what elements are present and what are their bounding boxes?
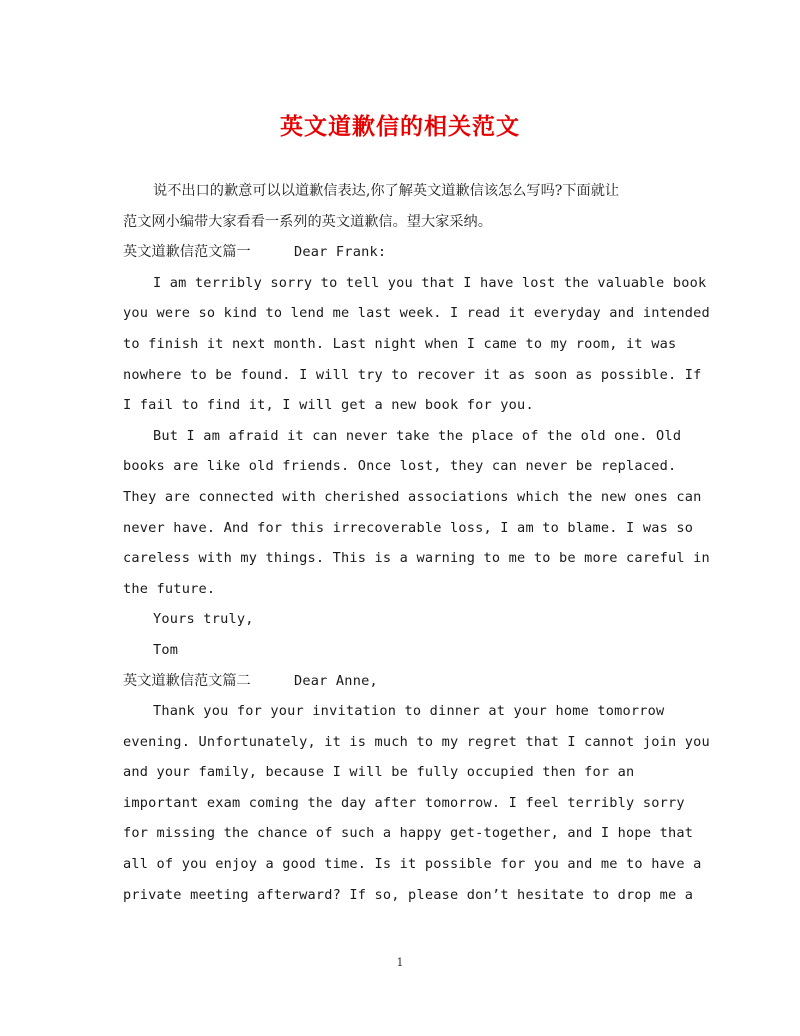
intro-line: 说不出口的歉意可以以道歉信表达,你了解英文道歉信该怎么写吗?下面就让	[153, 183, 620, 199]
section-label: 英文道歉信范文篇二	[123, 672, 251, 689]
section-label: 英文道歉信范文篇一	[123, 244, 251, 261]
document-title: 英文道歉信的相关范文	[280, 113, 520, 140]
paragraph-line: the future.	[123, 580, 216, 597]
paragraph-line: for missing the chance of such a happy get-together, and I hope that	[123, 825, 694, 842]
paragraph-line: Thank you for your invitation to dinner at your home tomorrow	[153, 703, 665, 720]
intro-line: 范文网小编带大家看看一系列的英文道歉信。望大家采纳。	[123, 213, 492, 230]
paragraph-line: evening. Unfortunately, it is much to my regret that I cannot join you	[123, 733, 710, 750]
paragraph-line: private meeting afterward? If so, please don’t hesitate to drop me a	[123, 886, 694, 903]
signature: Tom	[153, 641, 179, 658]
paragraph-line: and your family, because I will be fully occupied then for an	[123, 764, 635, 781]
paragraph-line: They are connected with cherished associations which the new ones can	[123, 488, 702, 505]
paragraph-line: But I am afraid it can never take the place of the old one. Old	[153, 427, 682, 444]
paragraph-line: I fail to find it, I will get a new book for you.	[123, 397, 534, 414]
closing: Yours truly,	[153, 611, 254, 628]
paragraph-line: all of you enjoy a good time. Is it possible for you and me to have a	[123, 856, 702, 873]
paragraph-line: never have. And for this irrecoverable loss, I am to blame. I was so	[123, 519, 694, 536]
paragraph-line: nowhere to be found. I will try to recover it as soon as possible. If	[123, 366, 702, 383]
paragraph-line: books are like old friends. Once lost, they can never be replaced.	[123, 458, 677, 475]
section-heading	[123, 237, 675, 268]
paragraph-line: to finish it next month. Last night when I came to my room, it was	[123, 335, 677, 352]
section-heading	[123, 666, 675, 697]
salutation: Dear Frank:	[294, 244, 387, 261]
salutation: Dear Anne,	[294, 672, 378, 689]
document-body	[123, 176, 710, 910]
paragraph-line: careless with my things. This is a warning to me to be more careful in	[123, 550, 710, 567]
paragraph-line: I am terribly sorry to tell you that I have lost the valuable book	[153, 274, 707, 291]
paragraph-line: important exam coming the day after tomorrow. I feel terribly sorry	[123, 794, 685, 811]
paragraph-line: you were so kind to lend me last week. I read it everyday and intended	[123, 305, 710, 322]
page-number: 1	[396, 956, 404, 969]
